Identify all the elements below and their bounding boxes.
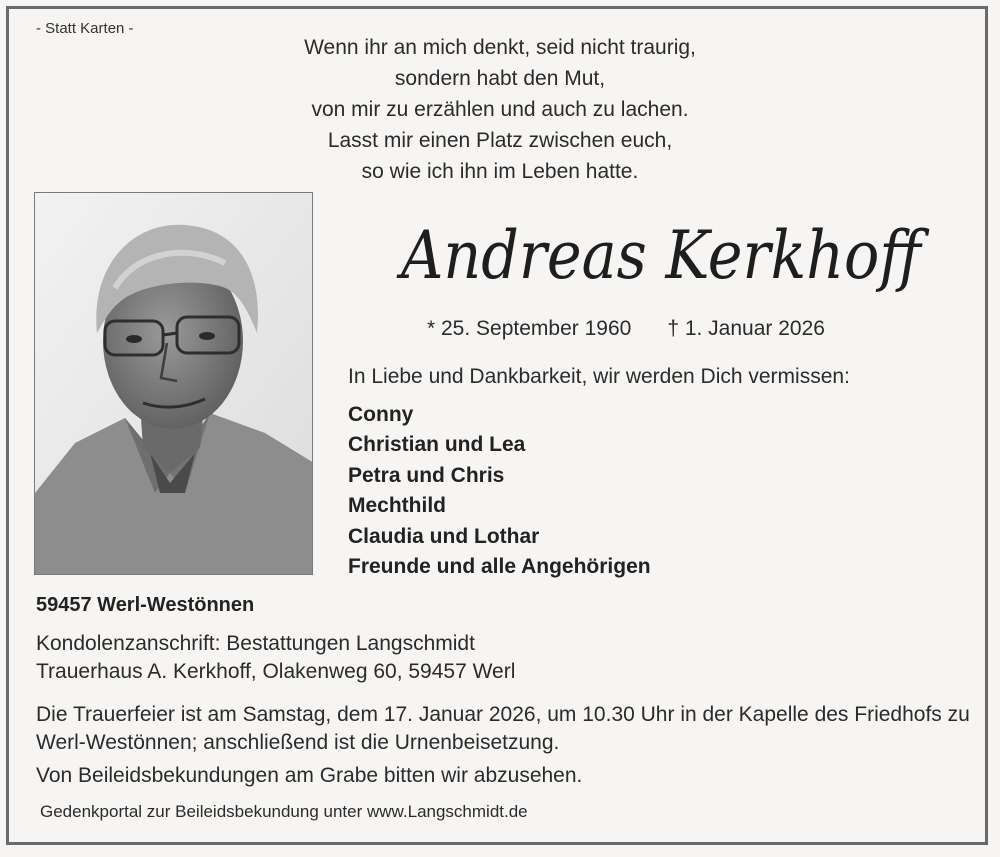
statt-karten-label: - Statt Karten - [36, 20, 134, 37]
list-item: Christian und Lea [348, 433, 526, 457]
list-item: Mechthild [348, 494, 446, 518]
list-item: Petra und Chris [348, 463, 505, 487]
condolence-request: Von Beileidsbekundungen am Grabe bitten wir abzusehen. [36, 764, 583, 787]
condolence-address [36, 630, 515, 686]
poem-line: so wie ich ihn im Leben hatte. [361, 160, 639, 183]
condolence-line: Trauerhaus A. Kerkhoff, Olakenweg 60, 59457 Werl [36, 660, 516, 683]
birth-date: * 25. September 1960 [427, 317, 632, 340]
life-dates [427, 317, 825, 341]
poem-line: Lasst mir einen Platz zwischen euch, [327, 129, 673, 152]
portrait-illustration [35, 193, 313, 575]
list-item: Freunde und alle Angehörigen [348, 555, 651, 579]
name-signature [395, 212, 935, 312]
condolence-line: Kondolenzanschrift: Bestattungen Langschmidt [36, 632, 475, 655]
poem-line: Wenn ihr an mich denkt, seid nicht traurig, [304, 36, 696, 59]
mourners-list [348, 400, 651, 582]
list-item: Conny [348, 403, 414, 426]
place-line: 59457 Werl-Westönnen [36, 594, 255, 616]
mourners-intro: In Liebe und Dankbarkeit, wir werden Dich vermissen: [348, 365, 850, 388]
ceremony-info: Die Trauerfeier ist am Samstag, dem 17. Januar 2026, um 10.30 Uhr in der Kapelle des Friedhofs zu Werl-Westönnen; anschließend ist die Urnenbeisetzung. [36, 703, 970, 754]
death-date: † 1. Januar 2026 [667, 317, 825, 340]
poem-line: von mir zu erzählen und auch zu lachen. [311, 98, 689, 121]
poem [200, 32, 800, 187]
memorial-portal-note: Gedenkportal zur Beileidsbekundung unter www.Langschmidt.de [40, 802, 528, 821]
poem-line: sondern habt den Mut, [394, 67, 606, 90]
portrait-photo [34, 192, 313, 575]
list-item: Claudia und Lothar [348, 524, 540, 548]
deceased-name: Andreas Kerkhoff [395, 217, 931, 294]
